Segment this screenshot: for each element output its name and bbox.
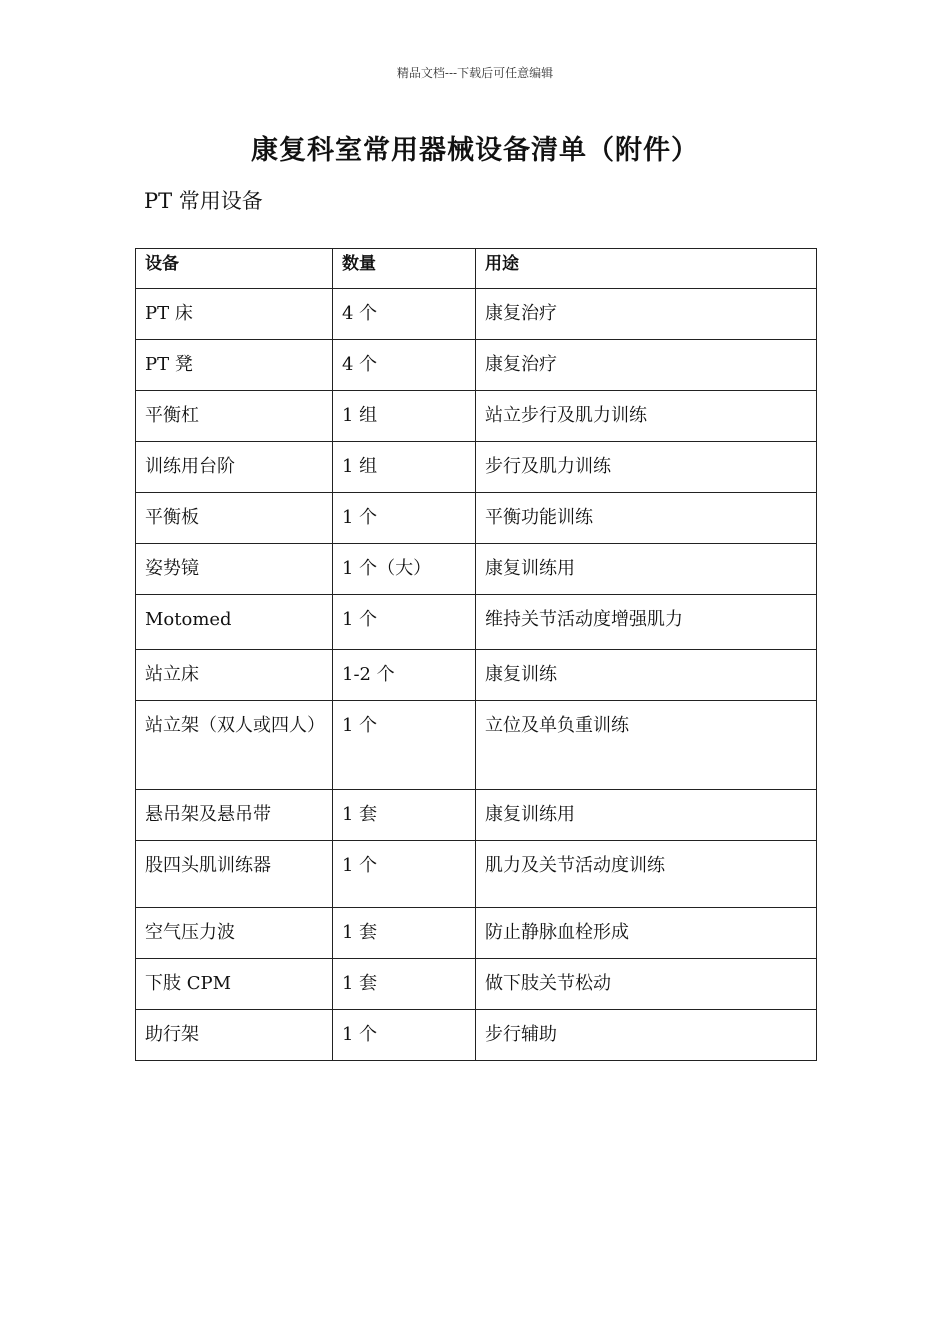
quantity-cell: 1 套: [333, 790, 476, 841]
column-header-device: 设备: [136, 249, 333, 289]
quantity-cell: 1-2 个: [333, 650, 476, 701]
table-row: [136, 289, 817, 340]
table-header-row: [136, 249, 817, 289]
device-cell: 空气压力波: [136, 908, 333, 959]
table-row: [136, 841, 817, 908]
quantity-cell: 4 个: [333, 340, 476, 391]
table-row: [136, 650, 817, 701]
device-cell: 站立架（双人或四人）: [136, 701, 333, 790]
section-title: PT 常用设备: [144, 189, 263, 213]
quantity-cell: 1 个: [333, 493, 476, 544]
purpose-cell: 肌力及关节活动度训练: [476, 841, 817, 908]
quantity-cell: 1 套: [333, 959, 476, 1010]
table-row: [136, 544, 817, 595]
quantity-cell: 1 个: [333, 1010, 476, 1061]
table-row: [136, 340, 817, 391]
purpose-cell: 步行辅助: [476, 1010, 817, 1061]
device-cell: 助行架: [136, 1010, 333, 1061]
device-cell: 站立床: [136, 650, 333, 701]
quantity-cell: 1 组: [333, 391, 476, 442]
table-row: [136, 1010, 817, 1061]
purpose-cell: 步行及肌力训练: [476, 442, 817, 493]
device-cell: Motomed: [136, 595, 333, 650]
device-cell: 平衡杠: [136, 391, 333, 442]
quantity-cell: 1 个: [333, 841, 476, 908]
purpose-cell: 康复训练用: [476, 544, 817, 595]
device-cell: 训练用台阶: [136, 442, 333, 493]
purpose-cell: 站立步行及肌力训练: [476, 391, 817, 442]
device-cell: 下肢 CPM: [136, 959, 333, 1010]
device-cell: 股四头肌训练器: [136, 841, 333, 908]
table-row: [136, 391, 817, 442]
table-row: [136, 959, 817, 1010]
device-cell: PT 凳: [136, 340, 333, 391]
purpose-cell: 康复训练用: [476, 790, 817, 841]
quantity-cell: 1 个（大）: [333, 544, 476, 595]
purpose-cell: 平衡功能训练: [476, 493, 817, 544]
column-header-quantity: 数量: [333, 249, 476, 289]
purpose-cell: 康复治疗: [476, 289, 817, 340]
table-row: [136, 442, 817, 493]
document-title: 康复科室常用器械设备清单（附件）: [251, 135, 699, 166]
column-header-purpose: 用途: [476, 249, 817, 289]
device-cell: 平衡板: [136, 493, 333, 544]
table-row: [136, 908, 817, 959]
quantity-cell: 1 个: [333, 701, 476, 790]
table-row: [136, 701, 817, 790]
table-row: [136, 595, 817, 650]
device-cell: 悬吊架及悬吊带: [136, 790, 333, 841]
quantity-cell: 1 组: [333, 442, 476, 493]
purpose-cell: 康复治疗: [476, 340, 817, 391]
quantity-cell: 1 套: [333, 908, 476, 959]
device-cell: PT 床: [136, 289, 333, 340]
purpose-cell: 做下肢关节松动: [476, 959, 817, 1010]
purpose-cell: 维持关节活动度增强肌力: [476, 595, 817, 650]
quantity-cell: 1 个: [333, 595, 476, 650]
table-row: [136, 790, 817, 841]
page-header: 精品文档---下载后可任意编辑: [396, 66, 554, 80]
device-cell: 姿势镜: [136, 544, 333, 595]
quantity-cell: 4 个: [333, 289, 476, 340]
purpose-cell: 立位及单负重训练: [476, 701, 817, 790]
purpose-cell: 康复训练: [476, 650, 817, 701]
table-row: [136, 493, 817, 544]
purpose-cell: 防止静脉血栓形成: [476, 908, 817, 959]
equipment-table: [135, 248, 817, 1061]
